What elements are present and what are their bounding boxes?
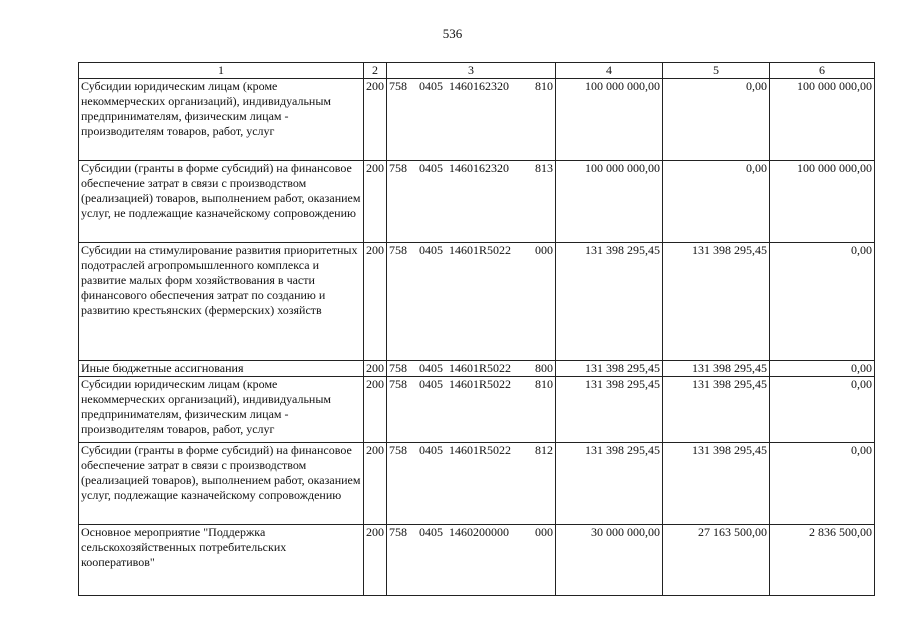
header-col-4: 4 bbox=[556, 63, 663, 79]
item-name: Субсидии (гранты в форме субсидий) на финансовое обеспечение затрат в связи с производством (реализацией товаров), выполнением работ, оказанием услуг, подлежащие казначейскому сопровождению bbox=[79, 443, 364, 525]
budget-code bbox=[387, 243, 556, 361]
code-part-1: 758 bbox=[389, 79, 407, 93]
code-part-4: 810 bbox=[535, 377, 553, 391]
code-part-1: 758 bbox=[389, 377, 407, 391]
budget-table bbox=[78, 62, 875, 596]
code-part-3: 1460200000 bbox=[449, 525, 509, 539]
code-part-2: 0405 bbox=[419, 361, 443, 375]
col-2-value: 200 bbox=[364, 377, 387, 443]
col-2-value: 200 bbox=[364, 161, 387, 243]
code-part-2: 0405 bbox=[419, 443, 443, 457]
code-part-1: 758 bbox=[389, 525, 407, 539]
code-part-4: 000 bbox=[535, 243, 553, 257]
code-part-3: 14601R5022 bbox=[449, 243, 512, 257]
table-row bbox=[79, 377, 875, 443]
code-part-3: 14601R5022 bbox=[449, 443, 512, 457]
col-4-amount: 30 000 000,00 bbox=[556, 525, 663, 596]
code-part-4: 813 bbox=[535, 161, 553, 175]
col-4-amount: 131 398 295,45 bbox=[556, 443, 663, 525]
item-name: Субсидии на стимулирование развития приоритетных подотраслей агропромышленного комплекса и развитие малых форм хозяйствования в части финансового обеспечения затрат по созданию и развитию крестьянских (фермерских) хозяйств bbox=[79, 243, 364, 361]
col-5-amount: 27 163 500,00 bbox=[663, 525, 770, 596]
col-2-value: 200 bbox=[364, 443, 387, 525]
col-5-amount: 131 398 295,45 bbox=[663, 377, 770, 443]
item-name: Основное мероприятие "Поддержка сельскохозяйственных потребительских кооперативов" bbox=[79, 525, 364, 596]
code-part-2: 0405 bbox=[419, 79, 443, 93]
col-4-amount: 100 000 000,00 bbox=[556, 79, 663, 161]
col-5-amount: 131 398 295,45 bbox=[663, 361, 770, 377]
col-5-amount: 0,00 bbox=[663, 161, 770, 243]
col-6-amount: 0,00 bbox=[770, 443, 875, 525]
item-name: Иные бюджетные ассигнования bbox=[79, 361, 364, 377]
col-4-amount: 131 398 295,45 bbox=[556, 377, 663, 443]
col-2-value: 200 bbox=[364, 243, 387, 361]
header-col-3: 3 bbox=[387, 63, 556, 79]
col-2-value: 200 bbox=[364, 361, 387, 377]
col-6-amount: 100 000 000,00 bbox=[770, 79, 875, 161]
budget-code bbox=[387, 161, 556, 243]
code-part-2: 0405 bbox=[419, 161, 443, 175]
table-row bbox=[79, 361, 875, 377]
code-part-1: 758 bbox=[389, 361, 407, 375]
col-6-amount: 0,00 bbox=[770, 243, 875, 361]
code-part-4: 800 bbox=[535, 361, 553, 375]
table-row bbox=[79, 443, 875, 525]
code-part-2: 0405 bbox=[419, 525, 443, 539]
code-part-3: 14601R5022 bbox=[449, 377, 512, 391]
col-2-value: 200 bbox=[364, 79, 387, 161]
code-part-2: 0405 bbox=[419, 243, 443, 257]
code-part-1: 758 bbox=[389, 243, 407, 257]
col-4-amount: 131 398 295,45 bbox=[556, 243, 663, 361]
header-col-6: 6 bbox=[770, 63, 875, 79]
item-name: Субсидии (гранты в форме субсидий) на финансовое обеспечение затрат в связи с производством (реализацией) товаров, выполнением работ, оказанием услуг, не подлежащие казначейскому сопровождению bbox=[79, 161, 364, 243]
header-col-2: 2 bbox=[364, 63, 387, 79]
code-part-2: 0405 bbox=[419, 377, 443, 391]
table-row bbox=[79, 243, 875, 361]
budget-code bbox=[387, 79, 556, 161]
page-number: 536 bbox=[442, 26, 463, 41]
code-part-3: 1460162320 bbox=[449, 161, 509, 175]
code-part-4: 810 bbox=[535, 79, 553, 93]
col-4-amount: 100 000 000,00 bbox=[556, 161, 663, 243]
col-4-amount: 131 398 295,45 bbox=[556, 361, 663, 377]
col-6-amount: 2 836 500,00 bbox=[770, 525, 875, 596]
item-name: Субсидии юридическим лицам (кроме некоммерческих организаций), индивидуальным предпринимателям, физическим лицам - производителям товаров, работ, услуг bbox=[79, 377, 364, 443]
col-5-amount: 131 398 295,45 bbox=[663, 443, 770, 525]
col-5-amount: 131 398 295,45 bbox=[663, 243, 770, 361]
budget-code bbox=[387, 525, 556, 596]
item-name: Субсидии юридическим лицам (кроме некоммерческих организаций), индивидуальным предпринимателям, физическим лицам - производителям товаров, работ, услуг bbox=[79, 79, 364, 161]
code-part-3: 1460162320 bbox=[449, 79, 509, 93]
code-part-1: 758 bbox=[389, 443, 407, 457]
code-part-4: 000 bbox=[535, 525, 553, 539]
code-part-4: 812 bbox=[535, 443, 553, 457]
budget-code bbox=[387, 443, 556, 525]
budget-code bbox=[387, 377, 556, 443]
table-row bbox=[79, 161, 875, 243]
code-part-1: 758 bbox=[389, 161, 407, 175]
col-6-amount: 100 000 000,00 bbox=[770, 161, 875, 243]
col-6-amount: 0,00 bbox=[770, 377, 875, 443]
header-col-1: 1 bbox=[79, 63, 364, 79]
header-row bbox=[79, 63, 875, 79]
code-part-3: 14601R5022 bbox=[449, 361, 512, 375]
table-row bbox=[79, 79, 875, 161]
table-row bbox=[79, 525, 875, 596]
header-col-5: 5 bbox=[663, 63, 770, 79]
col-2-value: 200 bbox=[364, 525, 387, 596]
col-6-amount: 0,00 bbox=[770, 361, 875, 377]
col-5-amount: 0,00 bbox=[663, 79, 770, 161]
budget-code bbox=[387, 361, 556, 377]
